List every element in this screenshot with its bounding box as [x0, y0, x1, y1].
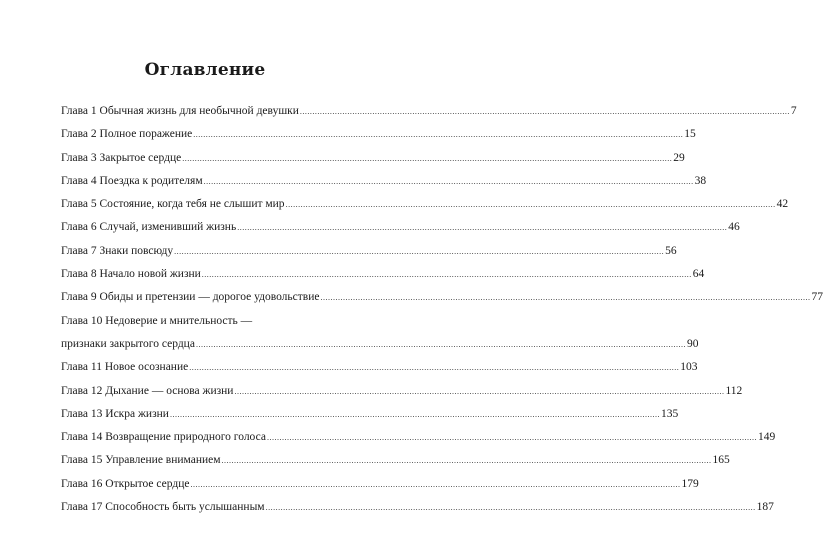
toc-entry-page: 179 — [681, 477, 699, 490]
toc-entry-title: Глава 5 Состояние, когда тебя не слышит мир — [61, 198, 285, 211]
toc-entry-title: Глава 16 Открытое сердце — [61, 477, 190, 490]
toc-entry-title: Глава 4 Поездка к родителям — [61, 174, 203, 187]
toc-entry-page: 38 — [694, 174, 707, 187]
toc-entry-page: 103 — [680, 361, 698, 374]
toc-entry[interactable] — [61, 193, 789, 216]
toc-entry-title: Глава 1 Обычная жизнь для необычной девушки — [61, 105, 299, 117]
toc-entry[interactable] — [61, 216, 740, 239]
toc-entry[interactable] — [61, 240, 677, 263]
toc-entry-title: Глава 15 Управление вниманием — [61, 454, 221, 467]
table-of-contents — [61, 100, 823, 519]
toc-entry-title: Глава 6 Случай, изменивший жизнь — [61, 221, 237, 234]
toc-entry-title: Глава 7 Знаки повсюду — [61, 244, 174, 257]
toc-entry-page: 64 — [692, 268, 705, 281]
toc-entry-title: признаки закрытого сердца — [61, 337, 195, 350]
toc-entry-continued[interactable] — [61, 310, 357, 333]
toc-entry[interactable] — [61, 263, 705, 286]
toc-entry[interactable] — [61, 473, 699, 496]
toc-entry[interactable] — [61, 356, 698, 379]
toc-entry[interactable] — [61, 449, 730, 472]
toc-entry-title: Глава 2 Полное поражение — [61, 128, 193, 141]
toc-entry-page: 46 — [728, 221, 740, 234]
toc-entry[interactable] — [61, 147, 685, 170]
toc-entry-page: 165 — [712, 454, 730, 467]
dot-leader — [189, 356, 679, 379]
dot-leader — [182, 147, 672, 170]
dot-leader — [170, 403, 660, 426]
toc-entry[interactable] — [61, 123, 696, 146]
toc-entry[interactable] — [61, 286, 823, 309]
toc-entry[interactable] — [61, 496, 774, 519]
toc-entry-title: Глава 14 Возвращение природного голоса — [61, 431, 266, 444]
toc-entry-page: 29 — [673, 151, 685, 164]
dot-leader — [300, 100, 790, 123]
dot-leader — [286, 193, 776, 216]
toc-entry-page: 42 — [776, 198, 789, 211]
dot-leader — [193, 123, 683, 146]
toc-entry-page: 112 — [725, 384, 743, 397]
toc-entry-page: 90 — [686, 337, 699, 350]
toc-entry[interactable] — [61, 403, 679, 426]
toc-entry-page: 56 — [665, 244, 677, 257]
dot-leader — [320, 286, 810, 309]
toc-entry-title: Глава 13 Искра жизни — [61, 407, 169, 420]
dot-leader — [190, 473, 680, 496]
dot-leader — [266, 496, 756, 519]
toc-entry-page: 149 — [757, 431, 776, 444]
toc-entry-title: Глава 8 Начало новой жизни — [61, 268, 201, 281]
dot-leader — [267, 426, 757, 449]
toc-entry-page: 7 — [790, 105, 797, 117]
toc-entry-page: 15 — [684, 128, 696, 141]
toc-entry-title: Глава 9 Обиды и претензии — дорогое удовольствие — [61, 291, 320, 304]
dot-leader — [237, 216, 727, 239]
toc-entry[interactable] — [61, 426, 776, 449]
toc-entry-title: Глава 3 Закрытое сердце — [61, 151, 182, 164]
dot-leader — [234, 380, 724, 403]
toc-entry[interactable] — [61, 380, 743, 403]
toc-entry-title: Глава 12 Дыхание — основа жизни — [61, 384, 234, 397]
toc-entry-title: Глава 10 Недоверие и мнительность — — [61, 314, 253, 327]
toc-entry[interactable] — [61, 333, 699, 356]
toc-entry-page: 135 — [660, 407, 679, 420]
toc-entry-page: 187 — [756, 501, 774, 514]
dot-leader — [202, 263, 692, 286]
toc-entry-title: Глава 17 Способность быть услышанным — [61, 501, 265, 514]
dot-leader — [196, 333, 686, 356]
dot-leader — [222, 449, 712, 472]
dot-leader — [204, 170, 694, 193]
toc-entry-title: Глава 11 Новое осознание — [61, 361, 189, 374]
toc-entry[interactable] — [61, 170, 707, 193]
toc-entry[interactable] — [61, 100, 797, 123]
dot-leader — [174, 240, 664, 263]
toc-entry-page: 77 — [811, 291, 823, 304]
page-title: Оглавление — [144, 60, 266, 80]
